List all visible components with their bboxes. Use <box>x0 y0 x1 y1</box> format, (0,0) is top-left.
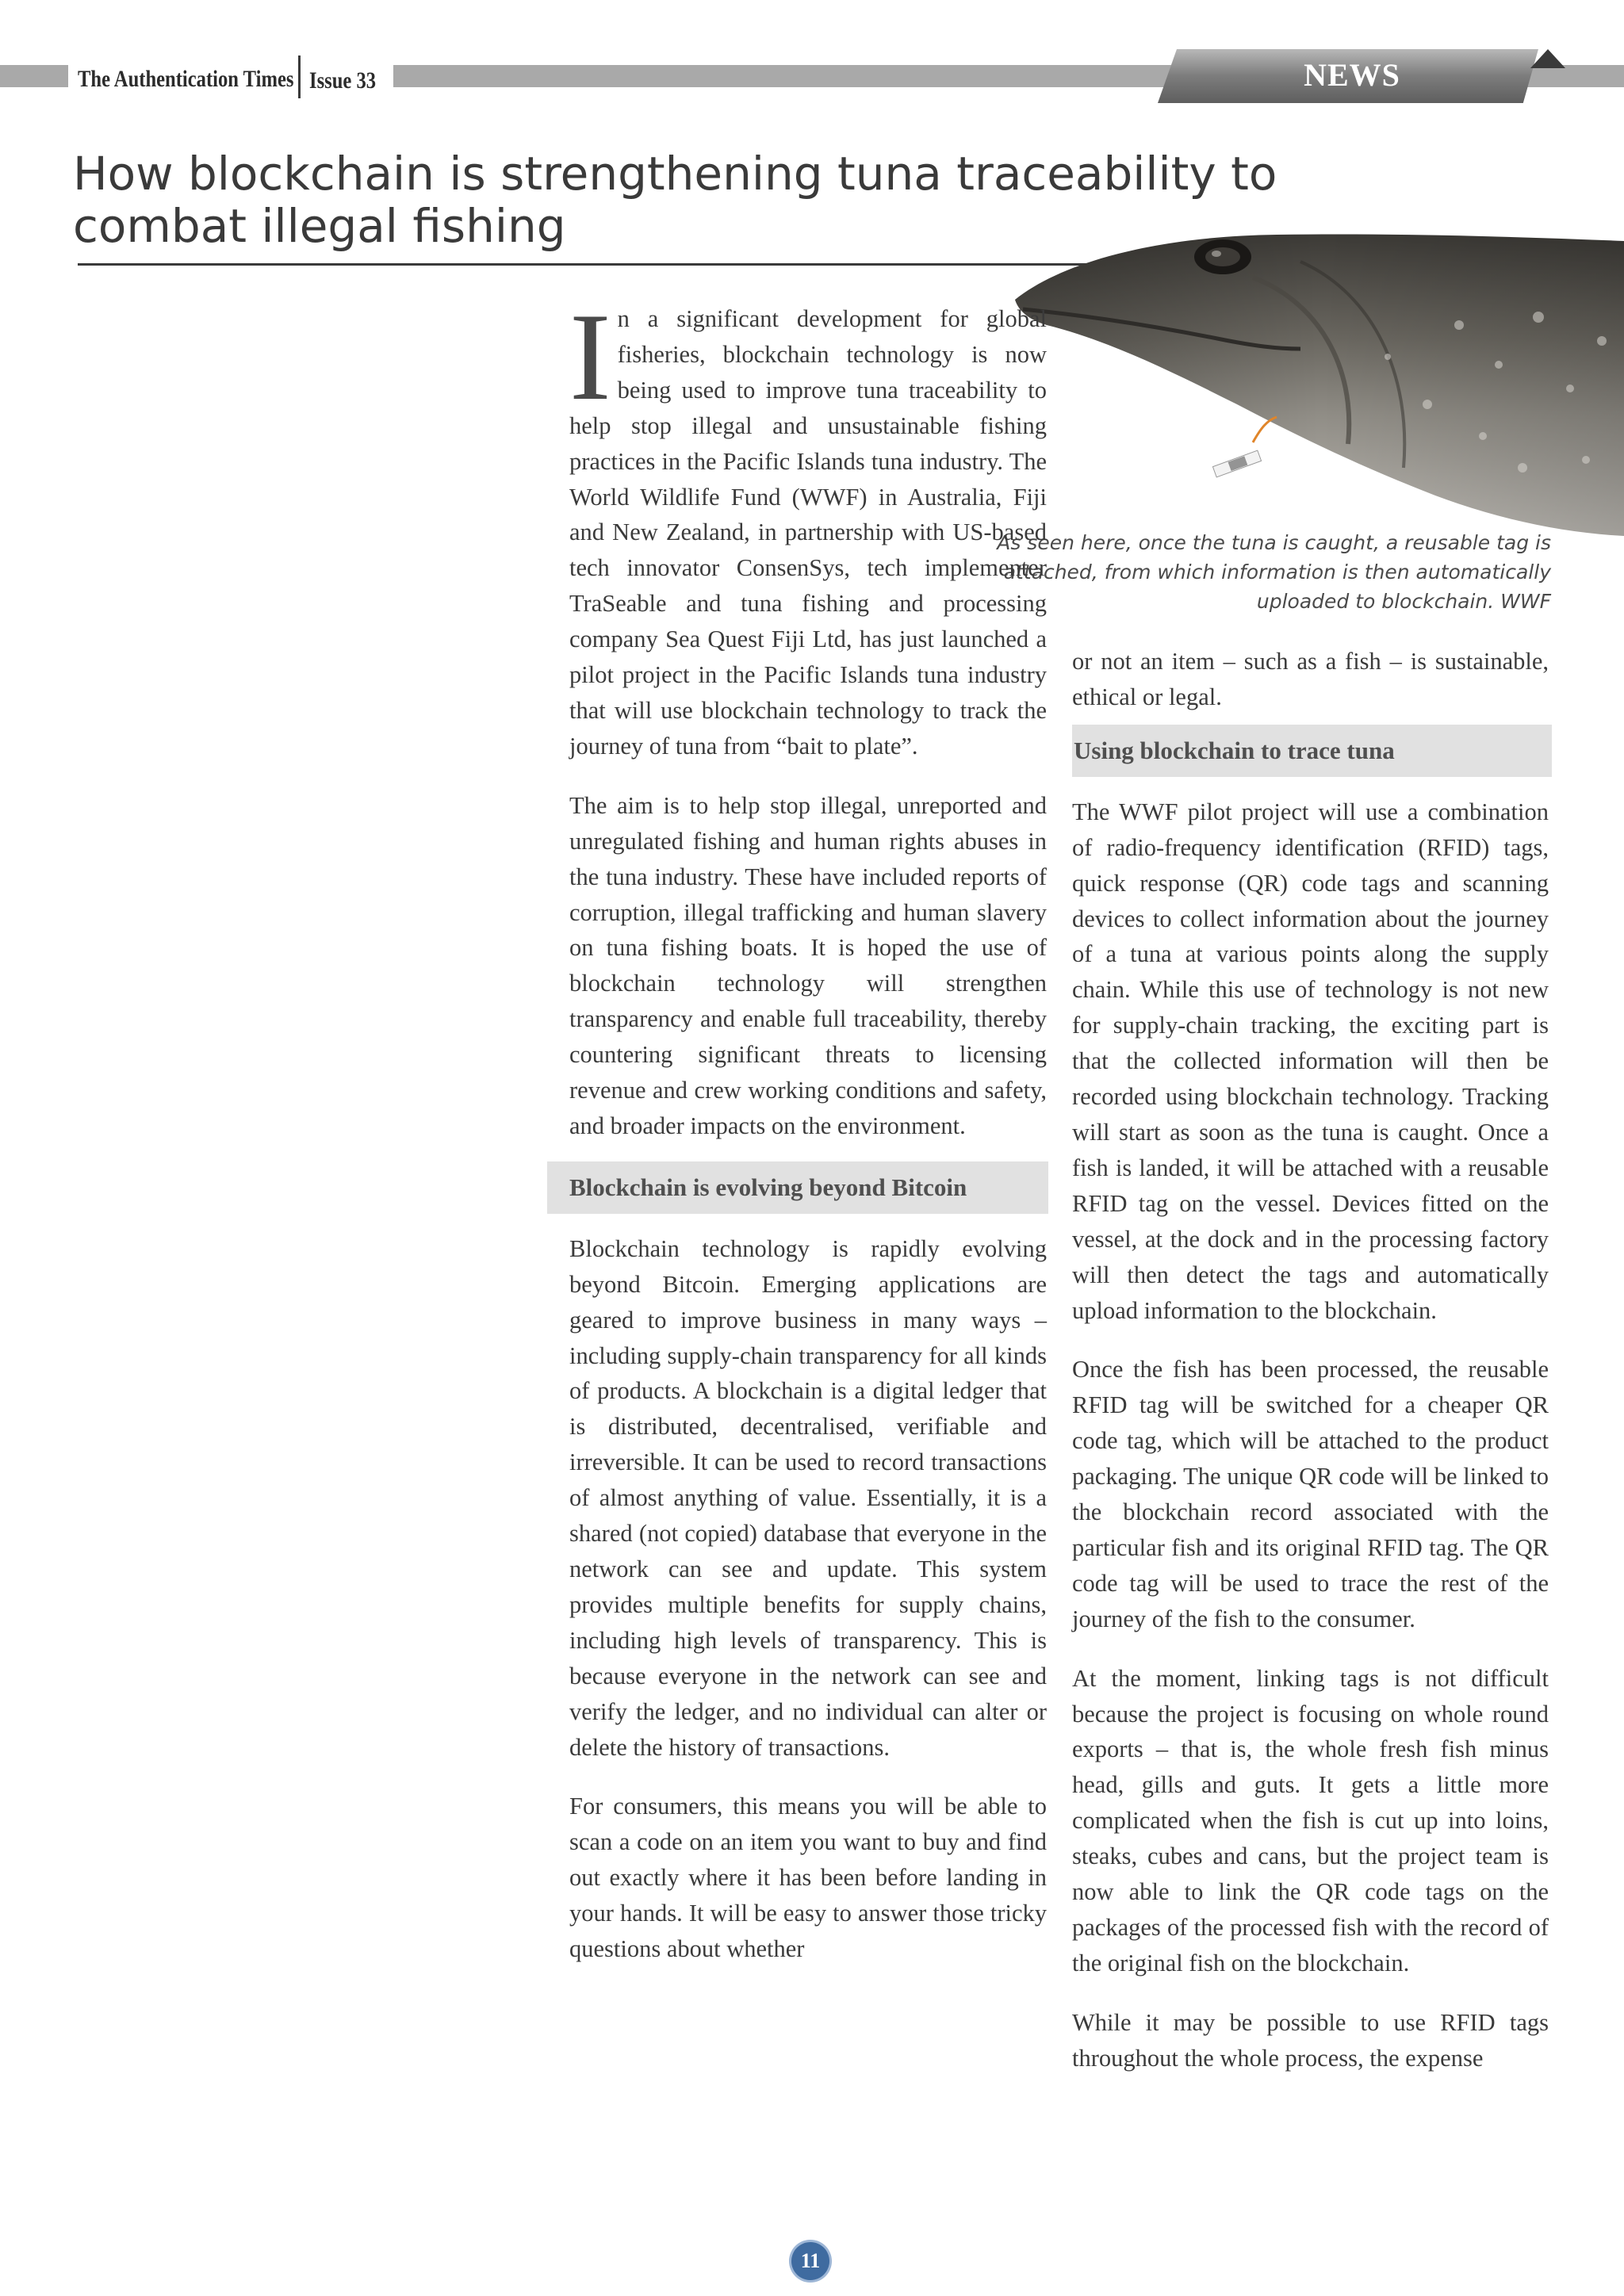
article-column-left <box>569 288 1047 1967</box>
photo-caption: As seen here, once the tuna is caught, a reusable tag is attached, from which information is then automatically uploaded to blockchain. WWF <box>997 531 1551 613</box>
publication-name: The Authentication Times <box>78 66 294 92</box>
paragraph-2: The aim is to help stop illegal, unreported and unregulated fishing and human rights abuses in the tuna industry. These have included reports of corruption, illegal trafficking and human slavery on tuna fishing boats. It is hoped the use of blockchain technology will strengthen transparency and enable full traceability, thereby countering significant threats to licensing revenue and crew working conditions and safety, and broader impacts on the environment. <box>569 791 1047 1139</box>
section-tab-corner <box>1530 49 1565 68</box>
paragraph-intro <box>569 288 1047 764</box>
tuna-photo <box>1015 230 1624 539</box>
section-label: NEWS <box>1304 57 1400 93</box>
issue-number: Issue 33 <box>309 67 377 94</box>
paragraph-4-continued: or not an item – such as a fish – is sustainable, ethical or legal. <box>1072 648 1549 710</box>
paragraph-7: At the moment, linking tags is not difficult because the project is focusing on whole round exports – that is, the whole fresh fish minus head, gills and guts. It gets a little more complicated when the fish is cut up into loins, steaks, cubes and cans, but the project team is now able to link the QR code tags on the packages of the processed fish with the record of the original fish on the blockchain. <box>1072 1664 1549 1976</box>
subheading-blockchain-evolving: Blockchain is evolving beyond Bitcoin <box>547 1161 1048 1214</box>
paragraph-4: For consumers, this means you will be able to scan a code on an item you want to buy and find out exactly where it has been before landing in your hands. It will be easy to answer those tricky questions about whether <box>569 1793 1047 1963</box>
article-title: How blockchain is strengthening tuna traceability to combat illegal fishing <box>73 147 1277 253</box>
header-divider <box>298 55 301 98</box>
paragraph-1: n a significant development for global fisheries, blockchain technology is now being used to improve tuna traceability to help stop illegal and unsustainable fishing practices in the Pacific Islands tuna industry. The World Wildlife Fund (WWF) in Australia, Fiji and New Zealand, in partnership with US-based tech innovator ConsenSys, tech implementer TraSeable and tuna fishing and processing company Sea Quest Fiji Ltd, has just launched a pilot project in the Pacific Islands tuna industry that will use blockchain technology to track the journey of tuna from “bait to plate”. <box>569 305 1047 760</box>
header-bar-left <box>0 65 68 87</box>
page-number-badge: 11 <box>791 2242 829 2280</box>
drop-cap: I <box>569 288 611 427</box>
title-rule <box>78 263 1109 266</box>
paragraph-8: While it may be possible to use RFID tags throughout the whole process, the expense <box>1072 2008 1549 2072</box>
paragraph-3: Blockchain technology is rapidly evolving beyond Bitcoin. Emerging applications are geared to improve business in many ways – including supply-chain transparency for all kinds of products. A blockchain is a digital ledger that is distributed, decentralised, verifiable and irreversible. It can be used to record transactions of almost anything of value. Essentially, it is a shared (not copied) database that everyone in the network can see and update. This system provides multiple benefits for supply chains, including high levels of transparency. This is because everyone in the network can see and verify the ledger, and no individual can alter or delete the history of transactions. <box>569 1234 1047 1761</box>
tuna-illustration <box>1015 230 1624 539</box>
subheading-trace-tuna: Using blockchain to trace tuna <box>1072 725 1552 777</box>
paragraph-5: The WWF pilot project will use a combination of radio-frequency identification (RFID) tags, quick response (QR) code tags and scanning devices to collect information about the journey of a tuna at various points along the supply chain. While this use of technology is not new for supply-chain tracking, the exciting part is that the collected information will then be recorded using blockchain technology. Tracking will start as soon as the tuna is caught. Once a fish is landed, it will be attached with a reusable RFID tag on the vessel. Devices fitted on the vessel, at the dock and in the processing factory will then detect the tags and automatically upload information to the blockchain. <box>1072 798 1549 1324</box>
paragraph-6: Once the fish has been processed, the reusable RFID tag will be switched for a cheaper QR code tag, which will be attached to the product packaging. The unique QR code will be linked to the blockchain record associated with the particular fish and its original RFID tag. The QR code tag will be used to trace the rest of the journey of the fish to the consumer. <box>1072 1356 1549 1632</box>
article-column-right <box>1072 644 1549 2076</box>
